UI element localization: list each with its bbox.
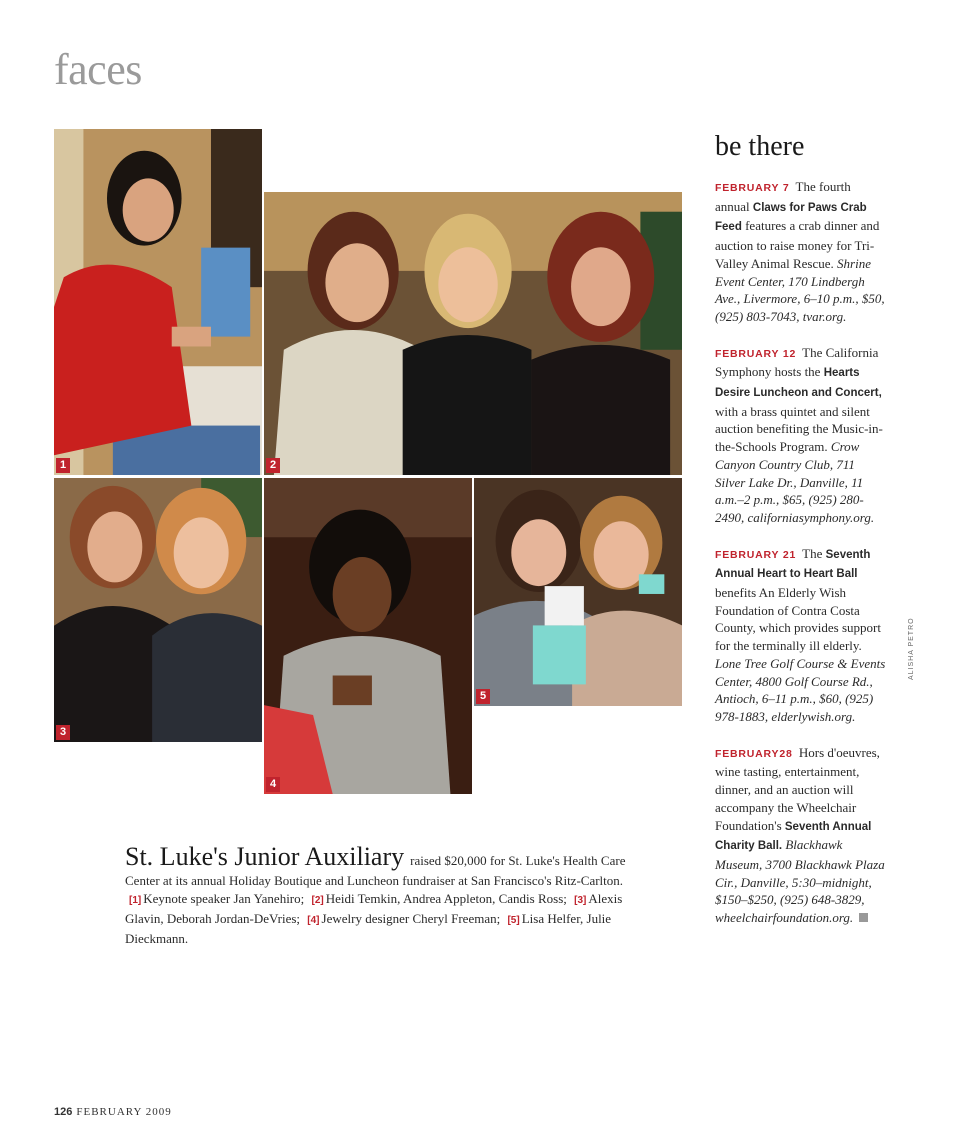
caption-tag: [2] [311,895,324,906]
event-listing [715,545,887,726]
photo-3 [52,476,264,744]
event-name: Seventh Annual Charity Ball. [715,820,872,853]
section-title: faces [54,45,142,94]
event-name: Claws for Paws Crab Feed [715,201,867,234]
caption-item: Lisa Helfer, Julie Dieckmann. [125,911,612,946]
caption-tag: [3] [574,895,587,906]
photo-credit: ALISHA PETRO [908,617,915,680]
photo-5 [472,476,684,708]
event-date: FEBRUARY 12 [715,347,797,360]
event-date: FEBRUARY 21 [715,548,797,561]
photo-4-image [264,478,472,794]
photo-number-badge: 5 [476,689,490,704]
caption-item: Heidi Temkin, Andrea Appleton, Candis Ross; [325,891,567,906]
photo-1-image [54,129,262,475]
event-venue: Lone Tree Golf Course & Events Center, 4800 Golf Course Rd., Antioch, 6–11 p.m., $60, (925) 978-1883, elderlywish.org. [715,655,886,724]
photo-3-image [54,478,262,742]
caption-item: Alexis Glavin, Deborah Jordan-DeVries; [125,891,623,926]
caption-intro: raised $20,000 for St. Luke's Health Care Center at its annual Holiday Boutique and Luncheon fundraiser at San Francisco's Ritz-Carlton. [125,853,626,888]
event-venue: Crow Canyon Country Club, 711 Silver Lake Dr., Danville, 11 a.m.–2 p.m., $65, (925) 280-2490, californiasymphony.org. [715,439,875,525]
page-folio [54,1106,172,1118]
end-of-article-mark [859,913,868,922]
photo-number-badge: 2 [266,458,280,473]
event-intro: The [802,545,823,561]
sidebar-title: be there [715,131,805,162]
issue-date: FEBRUARY 2009 [76,1106,172,1118]
event-name: Seventh Annual Heart to Heart Ball [715,548,871,581]
event-listing [715,344,887,527]
event-venue: Shrine Event Center, 170 Lindbergh Ave., Livermore, 6–10 p.m., $50, (925) 803-7043, tvar.org. [715,255,885,324]
event-listing [715,744,887,927]
event-date: FEBRUARY 7 [715,182,790,194]
photo-4 [262,476,474,796]
event-name: Hearts Desire Luncheon and Concert, [715,367,882,400]
photo-number-badge: 1 [56,458,70,473]
event-intro: Hors d'oeuvres, wine tasting, entertainment, dinner, and an auction will accompany the Wheelchair Foundation's [715,744,880,833]
caption-tag: [5] [507,915,520,926]
photo-caption [125,842,635,948]
event-description: features a crab dinner and auction to raise money for Tri-Valley Animal Rescue. [715,218,880,271]
caption-tag: [4] [307,915,320,926]
event-intro: The California Symphony hosts the [715,344,879,380]
photo-2 [262,190,684,477]
photo-2-image [264,192,682,475]
page-number: 126 [54,1106,73,1118]
photo-number-badge: 3 [56,725,70,740]
event-venue: Blackhawk Museum, 3700 Blackhawk Plaza Cir., Danville, 5:30–midnight, $150–$250, (925) 648-3829, wheelchairfoundation.org. [715,837,885,926]
photo-5-image [474,478,682,706]
event-intro: The fourth annual [715,179,851,214]
caption-item: Jewelry designer Cheryl Freeman; [321,911,501,926]
caption-organization: St. Luke's Junior Auxiliary [125,842,405,871]
photo-number-badge: 4 [266,777,280,792]
event-date: FEBRUARY28 [715,747,793,760]
event-description: benefits An Elderly Wish Foundation of Contra Costa County, which provides support for the terminally ill elderly. [715,585,881,654]
event-listing [715,178,887,326]
event-description: with a brass quintet and silent auction benefiting the Music-in-the-Schools Program. [715,403,883,455]
be-there-sidebar [715,130,887,945]
caption-tag: [1] [129,895,142,906]
photo-1 [52,127,264,477]
caption-item: Keynote speaker Jan Yanehiro; [143,891,305,906]
